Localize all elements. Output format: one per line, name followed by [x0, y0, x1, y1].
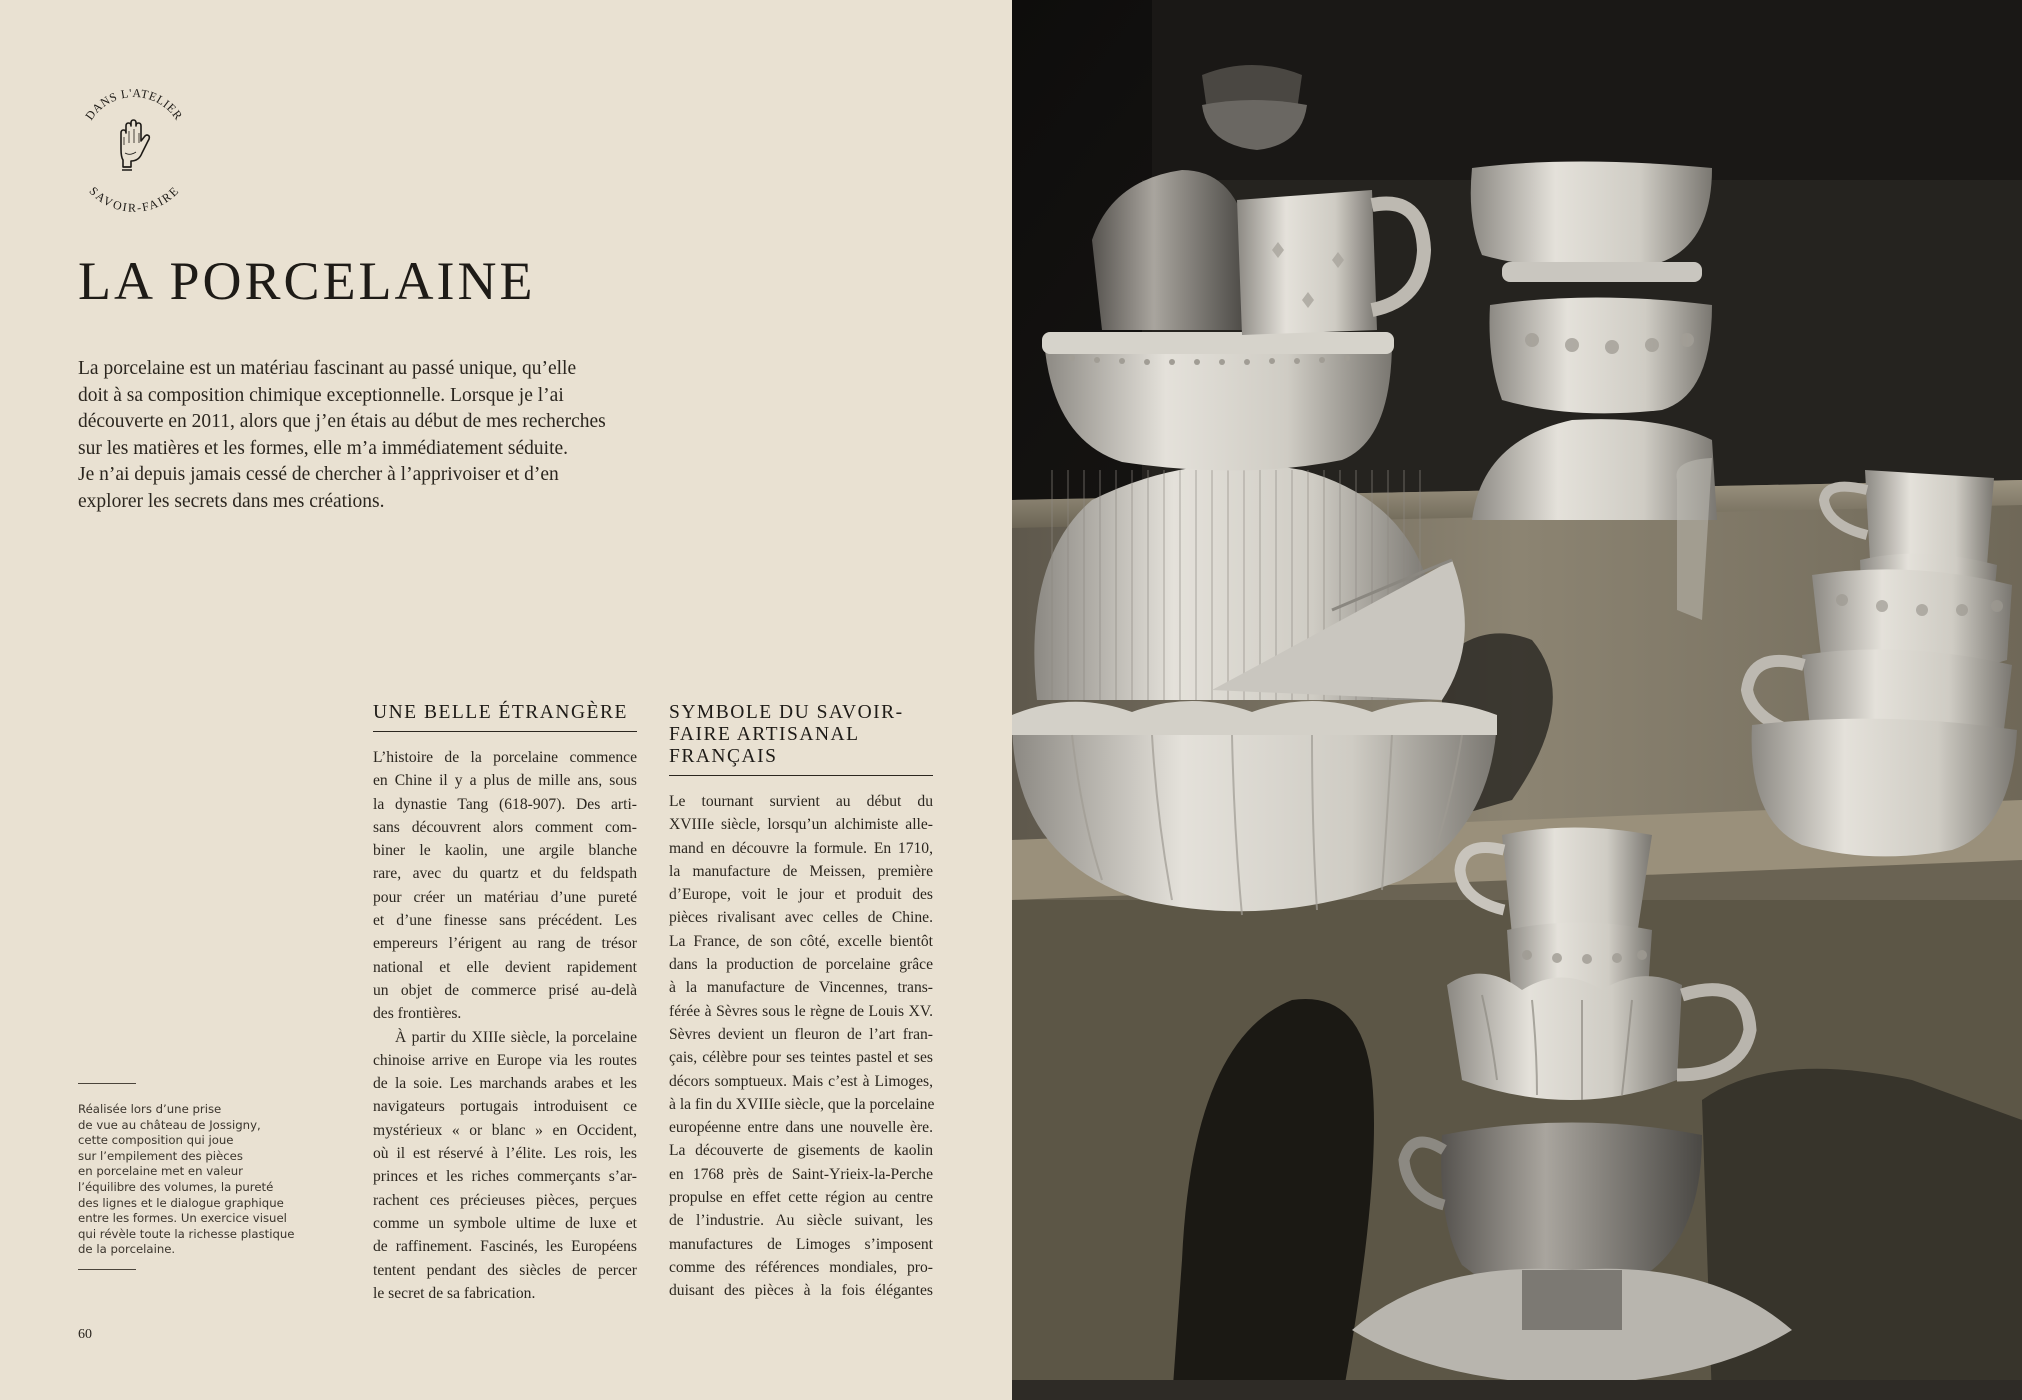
porcelain-photograph	[1012, 0, 2022, 1400]
section-heading: SYMBOLE DU SAVOIR- FAIRE ARTISANAL FRANÇAIS	[669, 702, 933, 776]
page-title: LA PORCELAINE	[78, 251, 536, 311]
body-line: tentent pendant des siècles de percer	[373, 1261, 637, 1279]
body-line: rare, avec du quartz et du feldspath	[373, 865, 637, 883]
body-line: comme des références mondiales, pro-	[669, 1258, 933, 1276]
body-line: La France, de son côté, excelle bientôt	[669, 932, 933, 950]
body-line: biner le kaolin, une argile blanche	[373, 842, 637, 860]
caption-rule	[78, 1269, 136, 1270]
body-line: Sèvres devient un fleuron de l’art fran-	[669, 1025, 933, 1043]
body-line: dans la production de porcelaine grâce	[669, 956, 933, 974]
atelier-stamp	[70, 65, 198, 225]
photo-caption: Réalisée lors d’une prise de vue au château de Jossigny, cette composition qui joue sur l’empilement des pièces en porcelaine met en valeur l’équilibre des volumes, la pureté des lignes et le dialogue graphique entre les formes. Un exercice visuel qui révèle toute la richesse plastique de la porcelaine.	[78, 1102, 295, 1257]
body-line: mand en découvre la formule. En 1710,	[669, 839, 933, 857]
body-line: et d’une finesse sans précédent. Les	[373, 912, 637, 930]
section-body	[669, 790, 933, 1303]
page-number: 60	[78, 1327, 92, 1342]
body-line: rachent ces précieuses pièces, perçues	[373, 1191, 637, 1209]
body-line: un objet de commerce prisé au-delà	[373, 981, 637, 999]
intro-line: doit à sa composition chimique exceptionnelle. Lorsque je l’ai	[78, 384, 564, 406]
body-line: La découverte de gisements de kaolin	[669, 1142, 933, 1160]
body-line: XVIIIe siècle, lorsqu’un alchimiste alle-	[669, 816, 933, 834]
body-line: en Chine il y a plus de mille ans, sous	[373, 772, 637, 790]
body-line: çais, célèbre pour ses teintes pastel et ses	[669, 1049, 933, 1067]
body-line: d’Europe, voit le jour et produit des	[669, 886, 933, 904]
body-line: des frontières.	[373, 1005, 462, 1023]
body-line: la dynastie Tang (618-907). Des arti-	[373, 795, 637, 813]
stamp-top-text: DANS L'ATELIER	[82, 85, 186, 123]
section-heading: UNE BELLE ÉTRANGÈRE	[373, 702, 637, 732]
body-line: navigateurs portugais introduisent ce	[373, 1098, 637, 1116]
section-symbole-savoir-faire	[669, 702, 933, 1303]
intro-line: découverte en 2011, alors que j’en étais au début de mes recherches	[78, 411, 606, 432]
body-line: propulse en effet cette région au centre	[669, 1189, 933, 1207]
body-line: de l’industrie. Au siècle suivant, les	[669, 1212, 933, 1230]
body-line: duisant des pièces à la fois élégantes	[669, 1282, 933, 1300]
body-line: férée à Sèvres sous le règne de Louis XV.	[669, 1002, 933, 1020]
intro-paragraph	[78, 356, 648, 515]
body-line: le secret de sa fabrication.	[373, 1284, 536, 1302]
section-une-belle-etrangere	[373, 702, 637, 1305]
body-line: princes et les riches commerçants s’ar-	[373, 1168, 637, 1186]
body-line: À partir du XIIIe siècle, la porcelaine	[395, 1028, 637, 1046]
body-line: de raffinement. Fascinés, les Européens	[373, 1238, 637, 1256]
intro-line: La porcelaine est un matériau fascinant au passé unique, qu’elle	[78, 358, 577, 379]
body-line: comme un symbole ultime de luxe et	[373, 1214, 637, 1232]
body-line: de la soie. Les marchands arabes et les	[373, 1075, 637, 1093]
body-line: L’histoire de la porcelaine commence	[373, 749, 637, 766]
stamp-bottom-text: SAVOIR-FAIRE	[86, 183, 182, 215]
section-body	[373, 746, 637, 1305]
caption-rule	[78, 1083, 136, 1084]
body-line: sans découvrent alors comment com-	[373, 818, 637, 836]
body-line: où il est réservé à l’élite. Les rois, les	[373, 1145, 637, 1163]
body-line: européenne entre dans une nouvelle ère.	[669, 1119, 933, 1137]
body-line: Le tournant survient au début du	[669, 793, 933, 810]
body-line: pièces rivalisant avec celles de Chine.	[669, 909, 933, 927]
body-line: à la manufacture de Vincennes, trans-	[669, 979, 933, 997]
intro-line: sur les matières et les formes, elle m’a immédiatement séduite.	[78, 437, 569, 459]
body-line: la manufacture de Meissen, première	[669, 862, 933, 880]
intro-line: explorer les secrets dans mes créations.	[78, 490, 385, 512]
body-line: en 1768 près de Saint-Yrieix-la-Perche	[669, 1165, 933, 1183]
body-line: pour créer un matériau d’une pureté	[373, 888, 637, 906]
hand-icon	[121, 120, 149, 170]
photo-illustration	[1012, 0, 2022, 1400]
body-line: mystérieux « or blanc » en Occident,	[373, 1121, 637, 1139]
body-line: chinoise arrive en Europe via les routes	[373, 1051, 637, 1069]
body-line: décors somptueux. Mais c’est à Limoges,	[669, 1072, 933, 1090]
body-line: national et elle devient rapidement	[373, 958, 637, 976]
body-line: manufactures de Limoges s’imposent	[669, 1235, 933, 1253]
body-line: à la fin du XVIIIe siècle, que la porcelaine	[669, 1095, 935, 1113]
intro-line: Je n’ai depuis jamais cessé de chercher à l’apprivoiser et d’en	[78, 464, 559, 485]
body-line: empereurs l’érigent au rang de trésor	[373, 935, 637, 953]
